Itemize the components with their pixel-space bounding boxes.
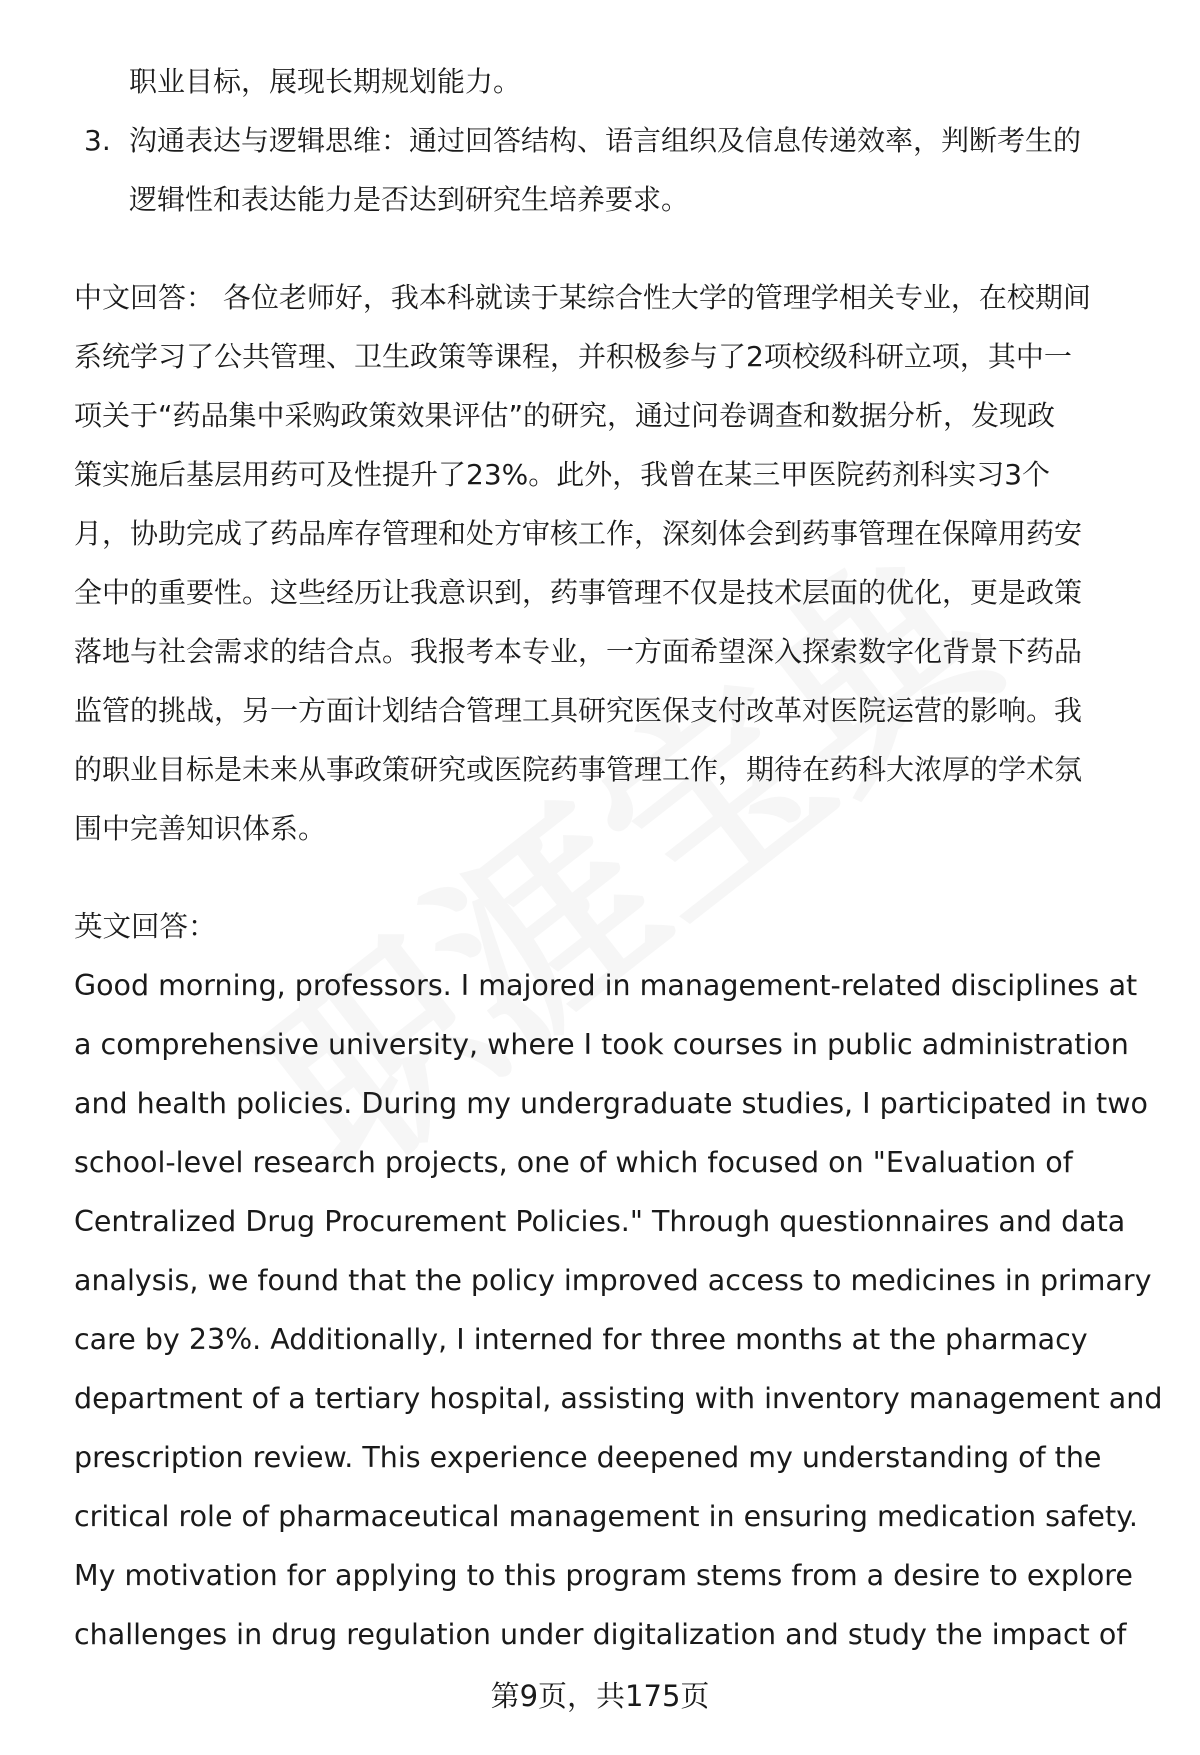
list-item-number: 3. <box>84 124 111 157</box>
paragraph-line: school-level research projects, one of which focused on "Evaluation of <box>74 1146 1073 1179</box>
paragraph-line: 系统学习了公共管理、卫生政策等课程，并积极参与了2项校级科研立项，其中一 <box>74 340 1072 373</box>
paragraph-line: 全中的重要性。这些经历让我意识到，药事管理不仅是技术层面的优化，更是政策 <box>74 576 1083 609</box>
intro-continuation: 职业目标，展现长期规划能力。 <box>129 65 522 98</box>
paragraph-line: critical role of pharmaceutical management in ensuring medication safety. <box>74 1500 1138 1533</box>
paragraph-line: analysis, we found that the policy improved access to medicines in primary <box>74 1264 1152 1297</box>
paragraph-line: 围中完善知识体系。 <box>74 812 327 845</box>
paragraph-line: 策实施后基层用药可及性提升了23%。此外，我曾在某三甲医院药剂科实习3个 <box>74 458 1051 491</box>
paragraph-line: Good morning, professors. I majored in management-related disciplines at <box>74 969 1138 1002</box>
document-page <box>74 52 1163 1664</box>
paragraph-line: a comprehensive university, where I took courses in public administration <box>74 1028 1129 1061</box>
paragraph-line: 的职业目标是未来从事政策研究或医院药事管理工作，期待在药科大浓厚的学术氛 <box>74 753 1083 786</box>
paragraph-line: department of a tertiary hospital, assisting with inventory management and <box>74 1382 1163 1415</box>
paragraph-line: 月，协助完成了药品库存管理和处方审核工作，深刻体会到药事管理在保障用药安 <box>74 517 1083 550</box>
paragraph-line: My motivation for applying to this program stems from a desire to explore <box>74 1559 1133 1592</box>
english-answer-heading: 英文回答： <box>74 910 217 943</box>
chinese-answer-paragraph <box>74 268 1154 858</box>
paragraph-line: care by 23%. Additionally, I interned for three months at the pharmacy <box>74 1323 1088 1356</box>
english-answer-paragraph <box>74 897 1163 1664</box>
page-number-footer: 第9页，共175页 <box>490 1679 710 1713</box>
paragraph-line: prescription review. This experience deepened my understanding of the <box>74 1441 1102 1474</box>
list-item-text-line: 逻辑性和表达能力是否达到研究生培养要求。 <box>129 183 690 216</box>
paragraph-line: and health policies. During my undergraduate studies, I participated in two <box>74 1087 1148 1120</box>
paragraph-line: 中文回答： 各位老师好，我本科就读于某综合性大学的管理学相关专业，在校期间 <box>74 281 1091 314</box>
paragraph-line: Centralized Drug Procurement Policies." Through questionnaires and data <box>74 1205 1126 1238</box>
paragraph-line: 监管的挑战，另一方面计划结合管理工具研究医保支付改革对医院运营的影响。我 <box>74 694 1083 727</box>
list-item-3 <box>74 111 1154 229</box>
paragraph-line: challenges in drug regulation under digitalization and study the impact of <box>74 1618 1127 1651</box>
list-item-text-line: 沟通表达与逻辑思维：通过回答结构、语言组织及信息传递效率，判断考生的 <box>129 124 1082 157</box>
paragraph-line: 落地与社会需求的结合点。我报考本专业，一方面希望深入探索数字化背景下药品 <box>74 635 1083 668</box>
paragraph-line: 项关于“药品集中采购政策效果评估”的研究，通过问卷调查和数据分析，发现政 <box>74 399 1056 432</box>
